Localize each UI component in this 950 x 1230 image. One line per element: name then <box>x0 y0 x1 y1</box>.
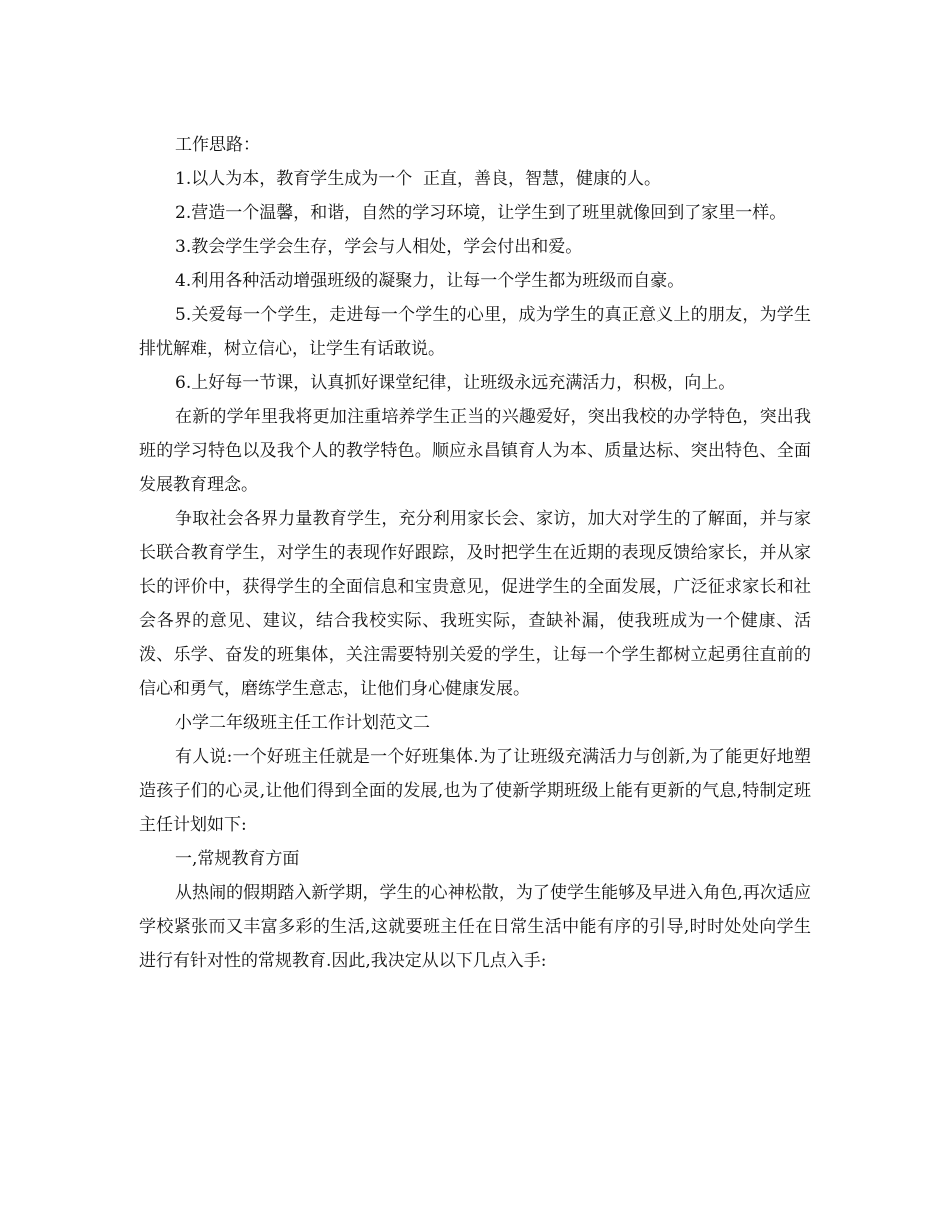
paragraph-item-6: 6.上好每一节课，认真抓好课堂纪律，让班级永远充满活力，积极，向上。 <box>175 373 736 393</box>
paragraph-work-ideas-heading: 工作思路： <box>175 135 260 155</box>
paragraph-social-forces: 争取社会各界力量教育学生，充分利用家长会、家访，加大对学生的了解面，并与家长联合教育学生，对学生的表现作好跟踪，及时把学生在近期的表现反馈给家长，并从家长的评价中，获得学生的全面信息和宝贵意见，促进学生的全面发展，广泛征求家长和社会各界的意见、建议，结合我校实际、我班实际，查缺补漏，使我班成为一个健康、活泼、乐学、奋发的班集体，关注需要特别关爱的学生，让每一个学生都树立起勇往直前的信心和勇气，磨练学生意志，让他们身心健康发展。 <box>139 509 811 699</box>
document-body <box>139 128 811 978</box>
paragraph-item-1: 1.以人为本，教育学生成为一个 正直，善良，智慧，健康的人。 <box>175 169 662 189</box>
paragraph-item-5: 5.关爱每一个学生，走进每一个学生的心里，成为学生的真正意义上的朋友，为学生排忧解难，树立信心，让学生有话敢说。 <box>139 305 811 359</box>
paragraph-item-2: 2.营造一个温馨，和谐，自然的学习环境，让学生到了班里就像回到了家里一样。 <box>175 203 787 223</box>
paragraph-good-teacher: 有人说:一个好班主任就是一个好班集体.为了让班级充满活力与创新,为了能更好地塑造孩子们的心灵,让他们得到全面的发展,也为了使新学期班级上能有更新的气息,特制定班主任计划如下: <box>139 747 811 835</box>
paragraph-section-title-2: 小学二年级班主任工作计划范文二 <box>175 713 430 733</box>
paragraph-item-4: 4.利用各种活动增强班级的凝聚力，让每一个学生都为班级而自豪。 <box>175 271 685 291</box>
paragraph-item-3: 3.教会学生学会生存，学会与人相处，学会付出和爱。 <box>175 237 583 257</box>
paragraph-routine-education-heading: 一,常规教育方面 <box>175 849 300 869</box>
paragraph-new-school-year: 在新的学年里我将更加注重培养学生正当的兴趣爱好，突出我校的办学特色，突出我班的学习特色以及我个人的教学特色。顺应永昌镇育人为本、质量达标、突出特色、全面发展教育理念。 <box>139 407 811 495</box>
paragraph-new-semester: 从热闹的假期踏入新学期，学生的心神松散，为了使学生能够及早进入角色,再次适应学校紧张而又丰富多彩的生活,这就要班主任在日常生活中能有序的引导,时时处处向学生进行有针对性的常规教育.因此,我决定从以下几点入手: <box>139 883 811 971</box>
